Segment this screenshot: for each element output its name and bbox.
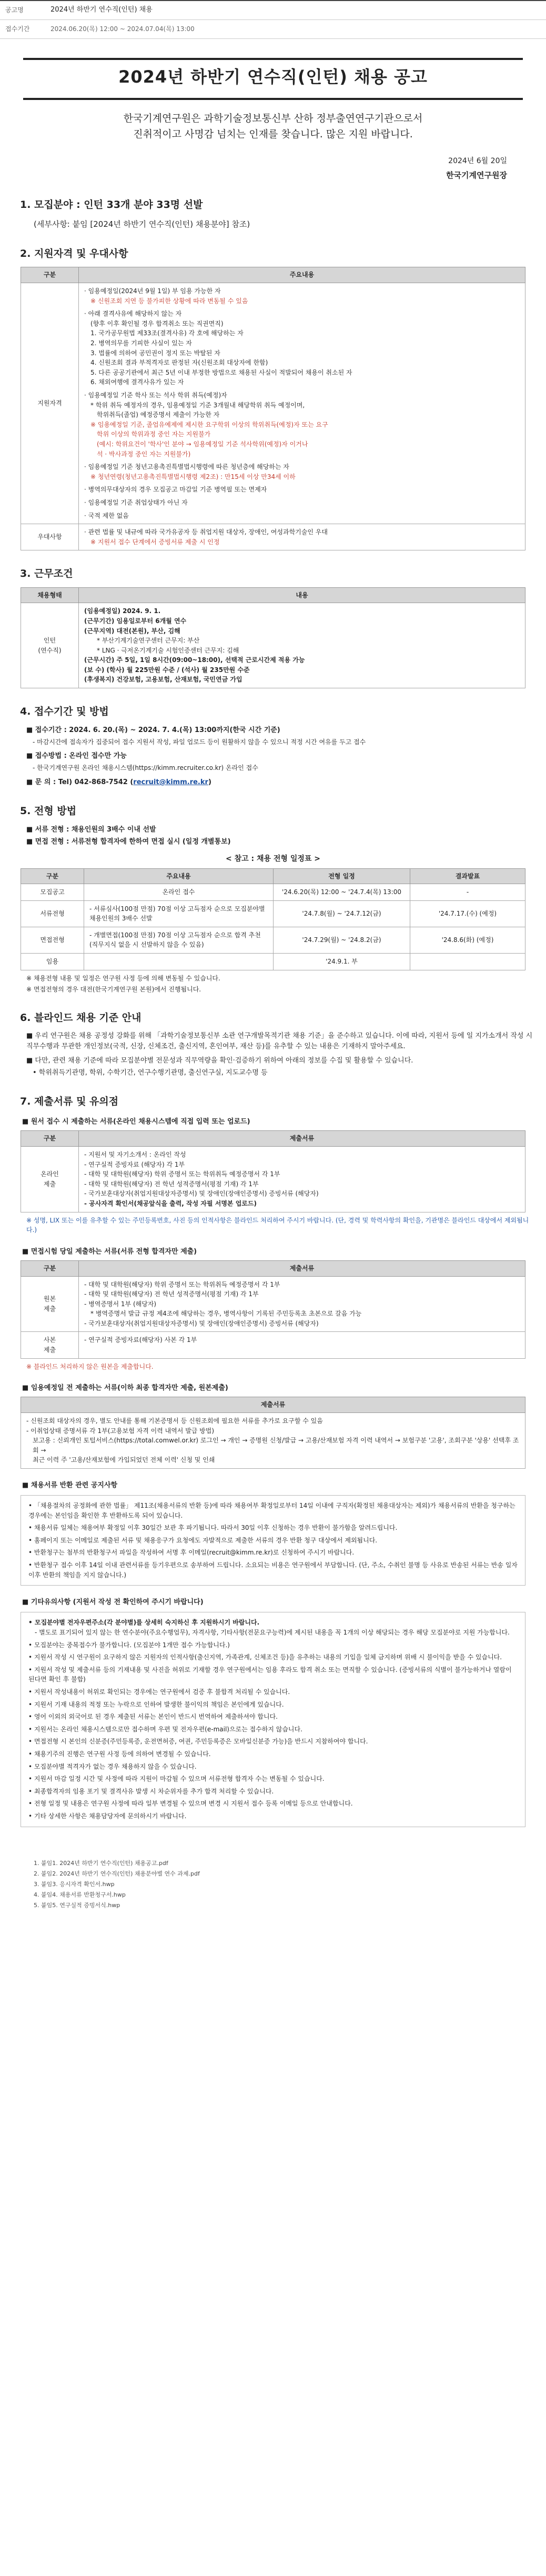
section-7-title: 7. 제출서류 및 유의점	[20, 1095, 119, 1107]
list-item: · 임용예정일 기준 청년고용촉진특별법시행령에 따른 청년층에 해당하는 자	[84, 463, 289, 471]
table-row	[21, 927, 525, 953]
schedule-date: '24.6.20(목) 12:00 ~ '24.7.4(목) 13:00	[274, 884, 410, 901]
contact-line: ■ 문 의 : Tel) 042-868-7542 (recruit@kimm.re.kr)	[26, 778, 211, 786]
list-item: - 대학 및 대학원(해당자) 전 학년 성적증명서(평점 기재) 각 1부	[84, 1180, 259, 1188]
list-item: (임용예정일) 2024. 9. 1.	[84, 607, 161, 615]
list-item: 석 · 박사과정 중인 자는 지원불가)	[97, 450, 191, 458]
section-5-title: 5. 전형 방법	[20, 805, 77, 817]
table-row	[21, 603, 525, 688]
list-item: - 지원서 및 자기소개서 : 온라인 작성	[84, 1151, 186, 1159]
list-item: · 임용예정일 기준 학사 또는 석사 학위 취득(예정)자	[84, 391, 227, 399]
list-item: ※ 청년연령(청년고용촉진특별법시행령 제2조) : 만15세 이상 만34세 이하	[90, 473, 296, 480]
list-item: 3. 법률에 의하여 공민권이 정지 또는 박탈된 자	[90, 349, 220, 357]
meta-label-subject: 공고명	[5, 6, 24, 14]
schedule-stage: 서류전형	[21, 900, 84, 927]
list-item: · 아래 결격사유에 해당하지 않는 자	[84, 310, 182, 318]
list-item: · 관련 법률 및 내규에 따라 국가유공자 등 취업지원 대상자, 장애인, 여성과학기술인 우대	[84, 528, 328, 536]
work-conditions-table	[21, 587, 525, 688]
list-item: • 「채용절차의 공정화에 관한 법률」 제11조(채용서류의 반환 등)에 따라 채용여부 확정일로부터 14일 이내에 구직자(확정된 채용대상자는 제외)가 채용서류의 반환을 청구하는 경우에는 본인임을 확인한 후 반환하도록 되어 있습니다.	[28, 1502, 515, 1519]
attachment-link[interactable]: 1. 붙임1. 2024년 하반기 연수직(인턴) 채용공고.pdf	[34, 1859, 168, 1867]
submission-subhead-4: ■ 채용서류 반환 관련 공지사항	[22, 1481, 118, 1489]
schedule-stage: 모집공고	[21, 884, 84, 901]
interview-copy-docs: - 연구실적 증빙자료(해당자) 사본 각 1부	[79, 1332, 525, 1358]
meta-label-period: 접수기간	[5, 25, 30, 33]
list-item: • 모집분야별 적격자가 없는 경우 채용하지 않을 수 있습니다.	[28, 1762, 197, 1770]
list-item: ※ 신원조회 지연 등 불가피한 상황에 따라 변동될 수 있음	[90, 297, 248, 305]
work-content	[79, 603, 525, 688]
qualification-table	[21, 267, 525, 550]
meta-value-period: 2024.06.20(목) 12:00 ~ 2024.07.04(목) 13:00	[50, 25, 195, 33]
list-item: 보고용 : 신뢰개인 토털서비스(https://total.comwel.or.kr) 로그인 → 개인 → 증명원 신청/발급 → 고용/산재보험 자격 이력 내역서 → 보험구분 '고용', 조회구분 '상용' 선택후 조회 →	[33, 1437, 519, 1454]
interview-row-label-line: 제출	[43, 1305, 56, 1312]
list-item: * 학위 취득 예정자의 경우, 임용예정일 기준 3개월내 해당학위 취득 예정이며,	[90, 401, 305, 409]
attachment-link[interactable]: 3. 붙임3. 응시자격 확인서.hwp	[34, 1880, 115, 1888]
meta-value-subject: 2024년 하반기 연수직(인턴) 채용	[50, 6, 153, 14]
list-item: • 지원서 작성내용이 허위로 확인되는 경우에는 연구원에서 검증 후 불합격 처리될 수 있습니다.	[28, 1688, 290, 1696]
list-item: • 전형 일정 및 내용은 연구원 사정에 따라 일부 변경될 수 있으며 변경 시 지원서 접수 등록 이메일 등으로 안내합니다.	[28, 1800, 353, 1808]
schedule-stage: 면접전형	[21, 927, 84, 953]
blind-hiring-info	[26, 1031, 533, 1078]
interview-docs-content	[79, 1276, 525, 1332]
list-item: · 임용예정일(2024년 9월 1일) 부 임용 가능한 자	[84, 287, 221, 295]
list-item: • 지원서 마감 일정 시간 및 사정에 따라 지원이 마감될 수 있으며 서류전형 합격자 수는 변동될 수 있습니다.	[28, 1775, 325, 1783]
list-item: • 학위취득기관명, 학위, 수학기간, 연구수행기관명, 출신연구실, 지도교수명 등	[33, 1068, 268, 1077]
schedule-content: - 서류심사(100점 만점) 70점 이상 고득점자 순으로 모집분야별 채용인원의 3배수 선발	[84, 900, 274, 927]
list-item: ※ 성명, LIX 또는 이를 유추할 수 있는 주민등록번호, 사진 등의 인적사항은 블라인드 처리하여 주시기 바랍니다. (단, 경력 및 학력사항의 확인을, 기관명은 블라인드 대상에서 제외됩니다.)	[26, 1216, 529, 1234]
list-item: ※ 면접전형의 경우 대전(한국기계연구원 본원)에서 진행됩니다.	[26, 986, 201, 994]
page-title: 2024년 하반기 연수직(인턴) 채용 공고	[23, 58, 523, 100]
list-item: - 대학 및 대학원(해당자) 전 학년 성적증명서(평점 기재) 각 1부	[84, 1290, 259, 1298]
list-item: - 연구실적 증빙자료 (해당자) 각 1부	[84, 1160, 185, 1168]
table-row	[21, 1276, 525, 1332]
table-row	[21, 954, 525, 970]
document-return-notice	[21, 1495, 525, 1586]
list-item: • 반환청구 접수 이후 14일 이내 관련서류를 등기우편으로 송부하여 드립니다. 소요되는 비용은 연구원에서 부담합니다. (단, 주소, 수취인 불명 등 사유로 반송된 서류는 반송 일자 이후 반환의 책임을 지지 않습니다.)	[28, 1561, 518, 1579]
schedule-stage: 임용	[21, 954, 84, 970]
other-notices	[21, 1612, 525, 1827]
list-item: 학위 이상의 학위과정 중인 자는 지원불가	[97, 430, 211, 438]
list-item: ※ 블라인드 처리하지 않은 원본을 제출합니다.	[26, 1362, 154, 1370]
schedule-head-result: 결과발표	[410, 868, 525, 884]
list-item: • 지원서 기재 내용의 적정 또는 누락으로 인하여 발생한 불이익의 책임은 본인에게 있습니다.	[28, 1700, 284, 1708]
work-row-label	[21, 603, 79, 688]
submission-subhead-3: ■ 임용예정일 전 제출하는 서류(이하 최종 합격자만 제출, 원본제출)	[22, 1384, 228, 1392]
contact-phone: ■ 문 의 : Tel) 042-868-7542	[26, 778, 128, 786]
intro-line: 진취적이고 사명감 넘치는 인재를 찾습니다. 많은 지원 바랍니다.	[133, 128, 413, 140]
list-item: • 채용기주의 진행은 연구원 사정 등에 의하여 변경될 수 있습니다.	[28, 1750, 211, 1758]
list-item: ■ 접수기간 : 2024. 6. 20.(목) ~ 2024. 7. 4.(목) 13:00까지(한국 시간 기준)	[26, 726, 280, 734]
intro-line: 한국기계연구원은 과학기술정보통신부 산하 정부출연연구기관으로서	[123, 112, 423, 124]
list-item: * 부산기계기술연구센터 근무지: 부산	[97, 637, 200, 645]
list-item: - 국가보훈대상자(취업지원대상자증명서) 및 장애인(장애인증명서) 증빙서류 (해당자)	[84, 1319, 319, 1327]
list-item: (근무기간) 임용일로부터 6개월 연수	[84, 617, 187, 625]
list-item: • 지원서는 온라인 채용시스템으로만 접수하며 우편 및 전자우편(e-mail)으로는 접수하지 않습니다.	[28, 1725, 302, 1733]
list-item: (근무시간) 주 5일, 1일 8시간(09:00~18:00), 선택적 근로시간제 적용 가능	[84, 656, 305, 664]
list-item: - 한국기계연구원 온라인 채용시스템(https://kimm.recruiter.co.kr) 온라인 접수	[33, 764, 258, 772]
qualification-row-label: 지원자격	[21, 283, 79, 524]
interview-documents-table	[21, 1260, 525, 1359]
list-item: (보 수) (학사) 월 225만원 수준 / (석사) 월 235만원 수준	[84, 666, 250, 674]
interview-row2-label-line: 사본	[43, 1336, 56, 1344]
section-6-title: 6. 블라인드 채용 기준 안내	[20, 1011, 141, 1024]
submission-subhead-1: ■ 원서 접수 시 제출하는 서류(온라인 채용시스템에 직접 입력 또는 업로드)	[22, 1118, 250, 1126]
list-item: ※ 지원서 접수 단계에서 증빙서류 제출 시 인정	[90, 538, 220, 546]
application-info	[26, 725, 533, 788]
list-item: ■ 면접 전형 : 서류전형 합격자에 한하여 면접 실시 (일정 개별통보)	[26, 837, 231, 846]
interview-row2-label-line: 제출	[43, 1346, 56, 1354]
schedule-date: '24.7.29(월) ~ '24.8.2(금)	[274, 927, 410, 953]
list-item: ■ 우리 연구원은 채용 공정성 강화를 위해 「과학기술정보통신부 소관 연구개발목적기관 채용 기준」을 준수하고 있습니다. 이에 따라, 지원서 등에 일 지가소개서 작성 시 직무수행과 무관한 개인정보(국적, 신장, 신체조건, 출신지역, 혼인여부, 재산 등)를 유추할 수 있는 내용은 기재하지 말아주세요.	[26, 1032, 533, 1051]
list-item: (예시: 학위요건이 '학사'인 분야 → 임용예정일 기준 석사학위(예정)자 이거나	[97, 440, 308, 448]
online-row-label-line: 온라인	[41, 1170, 59, 1178]
online-head-type: 구분	[21, 1131, 79, 1147]
schedule-head-date: 전형 일정	[274, 868, 410, 884]
online-docs-content	[79, 1147, 525, 1212]
interview-row2-label	[21, 1332, 79, 1358]
work-head-type: 채용형태	[21, 587, 79, 603]
list-item: • 홈페이지 또는 이메일로 제출된 서류 및 채용응구가 요청에도 자발적으로 제출한 서류의 경우 반환 청구 대상에서 제외됩니다.	[28, 1536, 378, 1544]
list-item: - 대학 및 대학원(해당자) 학위 증명서 또는 학위취득 예정증명서 각 1부	[84, 1170, 280, 1178]
meta-row-period	[0, 20, 546, 39]
list-item: - 공사자격 확인서(채공앞식을 출력, 작성 자필 서명본 업로드)	[84, 1200, 257, 1207]
meta-row-subject	[0, 1, 546, 20]
online-row-label-line: 제출	[43, 1180, 56, 1188]
list-item: • 채용서류 일체는 채용여부 확정일 이후 30일간 보관 후 파기됩니다. 따라서 30일 이후 신청하는 경우 반환이 불가함을 알려드립니다.	[28, 1524, 398, 1532]
final-docs-content	[21, 1413, 525, 1469]
section-1-title: 1. 모집분야 : 인턴 33개 분야 33명 선발	[20, 199, 203, 211]
section-1-note: (세부사항: 붙임 [2024년 하반기 연수직(인턴) 채용분야] 참조)	[34, 219, 250, 229]
schedule-content: 온라인 접수	[84, 884, 274, 901]
interview-row-label	[21, 1276, 79, 1332]
list-item: (근무지역) 대전(본원), 부산, 김해	[84, 627, 180, 635]
list-item: ■ 접수방법 : 온라인 접수만 가능	[26, 752, 127, 760]
notice-date: 2024년 6월 20일	[448, 157, 507, 166]
attachment-link[interactable]: 4. 붙임4. 채용서류 반환청구서.hwp	[34, 1891, 126, 1898]
interview-row-label-line: 원본	[43, 1295, 56, 1303]
schedule-date: '24.9.1. 부	[274, 954, 410, 970]
list-item: • 지원서 작성 및 제출서류 등의 기재내용 및 사진을 허위로 기재할 경우 연구원에서는 임용 후라도 합격 취소 또는 면직할 수 있습니다. (증빙서류의 식별이 불가능하거나 열람이 된다면 확인 후 불합)	[28, 1666, 512, 1683]
qualification-head-type: 구분	[21, 267, 79, 283]
list-item: ■ 서류 전형 : 채용인원의 3배수 이내 선발	[26, 825, 156, 834]
list-item: 2. 병역의무를 기피한 사실이 있는 자	[90, 339, 192, 347]
list-item: - 병역증명서 1부 (해당자)	[84, 1300, 157, 1308]
interview-head-type: 구분	[21, 1260, 79, 1276]
table-row	[21, 900, 525, 927]
contact-email-link[interactable]: recruit@kimm.re.kr	[133, 778, 208, 786]
list-item: 6. 채외여행에 결격사유가 있는 자	[90, 378, 184, 386]
schedule-result: -	[410, 884, 525, 901]
work-row-label-line: 인턴	[43, 637, 56, 645]
schedule-result: '24.8.6(화) (예정)	[410, 927, 525, 953]
section-3-title: 3. 근무조건	[20, 568, 73, 580]
preference-row-label: 우대사항	[21, 524, 79, 550]
online-row-label	[21, 1147, 79, 1212]
work-head-content: 내용	[79, 587, 525, 603]
list-item: (후생복지) 건강보험, 고용보험, 산재보험, 국민연금 가입	[84, 676, 242, 684]
submission-subhead-5: ■ 기타유의사항 (지원서 작성 전 확인하여 주시기 바랍니다)	[22, 1598, 204, 1607]
selection-info	[26, 825, 533, 847]
list-item: * LNG · 극저온기계기술 시험인증센터 근무지: 김해	[97, 646, 239, 654]
list-item: ■ 다만, 관련 채용 기준에 따라 모집분야별 전문성과 직무역량을 확인·검증하기 위하여 아래의 정보를 수집 및 활용할 수 있습니다.	[26, 1056, 413, 1065]
list-item: · 병역의무대상자의 경우 모집공고 마감일 기준 병역필 또는 면제자	[84, 486, 267, 494]
schedule-result: '24.7.17.(수) (예정)	[410, 900, 525, 927]
section-4-title: 4. 접수기간 및 방법	[20, 706, 109, 718]
schedule-head-content: 주요내용	[84, 868, 274, 884]
list-item: - 별도로 표기되어 있지 않는 한 연수분야(주요수행업무), 자격사항, 기타사항(전문요구능력)에 제시된 내용을 꼭 1개의 이상 해당되는 경우 해당 모집분야로 지원 가능합니다.	[35, 1629, 510, 1636]
interview-head-docs: 제출서류	[79, 1260, 525, 1276]
list-item: * 병역증명서 발급 규정 제4조에 해당하는 경우, 병역사항이 기록된 주민등록초 초본으로 갈음 가능	[90, 1310, 362, 1318]
interview-docs-note	[26, 1362, 533, 1372]
qualification-content	[79, 283, 525, 524]
schedule-notes	[26, 974, 533, 995]
qualification-head-content: 주요내용	[79, 267, 525, 283]
section-2-title: 2. 지원자격 및 우대사항	[20, 248, 128, 259]
table-row	[21, 1413, 525, 1469]
list-item: · 임용예정일 기준 취업상태가 아닌 자	[84, 498, 188, 506]
list-item: • 모집분야별 전자우편주소(각 분야별)를 상세히 숙지하신 후 지원하시기 바랍니다.	[28, 1619, 260, 1627]
attachment-link[interactable]: 5. 붙임5. 연구실적 증빙서식.hwp	[34, 1901, 120, 1909]
list-item: ※ 임용예정일 기준, 졸업유예제에 제시한 요구학위 이상의 학위취득(예정)자 또는 요구	[90, 420, 328, 428]
schedule-result	[410, 954, 525, 970]
online-documents-table	[21, 1130, 525, 1212]
list-item: • 반환청구는 첨부의 반환청구서 파일을 작성하여 서명 후 이메일(recruit@kimm.re.kr)로 신청하여 주시기 바랍니다.	[28, 1549, 355, 1557]
submission-subhead-2: ■ 면접시험 당일 제출하는 서류(서류 전형 합격자만 제출)	[22, 1247, 197, 1256]
notice-document	[13, 58, 533, 1910]
list-item: • 기타 상세한 사항은 채용담당자에 문의하시기 바랍니다.	[28, 1812, 187, 1820]
intro-text	[34, 111, 512, 143]
schedule-table	[21, 868, 525, 970]
online-head-docs: 제출서류	[79, 1131, 525, 1147]
list-item: ※ 채용전형 내용 및 일정은 연구원 사정 등에 의해 변동될 수 있습니다.	[26, 974, 220, 982]
schedule-caption: < 참고 : 채용 전형 일정표 >	[225, 854, 321, 863]
list-item: · 국적 제한 없음	[84, 512, 129, 519]
list-item: - 대학 및 대학원(해당자) 학위 증명서 또는 학위취득 예정증명서 각 1부	[84, 1280, 280, 1288]
preference-content	[79, 524, 525, 550]
schedule-content	[84, 954, 274, 970]
list-item: (향후 이후 확인될 경우 합격취소 또는 직권면직)	[90, 319, 224, 327]
attachment-link[interactable]: 2. 붙임2. 2024년 하반기 연수직(인턴) 채용분야별 연수 과제.pdf	[34, 1870, 200, 1877]
attachment-list	[34, 1859, 533, 1910]
schedule-date: '24.7.8(월) ~ '24.7.12(금)	[274, 900, 410, 927]
list-item: • 모집분야는 중복접수가 불가합니다. (모집분야 1개만 접수 가능합니다.)	[28, 1641, 230, 1649]
notice-meta-table	[0, 0, 546, 39]
final-documents-table	[21, 1397, 525, 1469]
table-row	[21, 524, 525, 550]
schedule-content: - 개별면접(100점 만점) 70점 이상 고득점자 순으로 합격 추천 (직무지식 없을 시 선발하지 않을 수 있음)	[84, 927, 274, 953]
list-item: • 지원서 작성 시 연구원이 요구하지 않은 지원자의 인적사항(출신지역, 가족관계, 신체조건 등)을 유추하는 내용의 기입을 일체 금지하며 위배 시 불이익을 받을 수 있습니다.	[28, 1653, 502, 1661]
online-docs-note	[26, 1216, 533, 1235]
schedule-head-stage: 구분	[21, 868, 84, 884]
final-head-docs: 제출서류	[21, 1397, 525, 1413]
list-item: - 이취업상태 증명서류 각 1부(고용보험 자격 이력 내역서 발급 방법)	[26, 1427, 215, 1435]
list-item: - 국가보훈대상자(취업지원대상자증명서) 및 장애인(장애인증명서) 증빙서류 (해당자)	[84, 1190, 319, 1198]
table-row	[21, 884, 525, 901]
list-item: • 최종합격자의 임용 포기 및 결격사유 발생 시 차순위자를 추가 합격 처리할 수 있습니다.	[28, 1787, 274, 1795]
work-row-label-line: (연수직)	[38, 646, 62, 654]
notice-signature: 한국기계연구원장	[446, 171, 507, 181]
list-item: 5. 다른 공공기관에서 최근 5년 이내 부정한 방법으로 채용된 사실이 적발되어 채용이 취소된 자	[90, 368, 352, 376]
list-item: 1. 국가공무원법 제33조(결격사유) 각 호에 해당하는 자	[90, 329, 244, 337]
list-item: 학위취득(졸업) 예정증명서 제출이 가능한 자	[97, 411, 220, 419]
list-item: • 영어 이외의 외국어로 된 경우 제출된 서류는 본인이 반드시 번역하여 제출하셔야 합니다.	[28, 1713, 278, 1721]
table-row	[21, 283, 525, 524]
table-row	[21, 1332, 525, 1358]
list-item: 최근 이력 주 '고용/산재보험에 가입되었던 전체 이력' 신청 및 인쇄	[33, 1456, 215, 1464]
list-item: • 면접전형 시 본인의 신분증(주민등록증, 운전면허증, 여권, 주민등록증은 모바일신분증 가능)을 반드시 지참하여야 합니다.	[28, 1738, 368, 1746]
table-row	[21, 1147, 525, 1212]
list-item: - 신원조회 대상자의 경우, 별도 안내를 통해 기본증명서 등 신원조회에 필요한 서류를 추가로 요구할 수 있음	[26, 1417, 323, 1425]
list-item: 4. 신원조회 결과 부적격자로 판정된 자(신원조회 대상자에 한함)	[90, 359, 268, 367]
list-item: - 마감시간에 접속자가 집중되어 접수 지원서 작성, 파일 업로드 등이 원활하지 않을 수 있으니 적정 시간 여유를 두고 접수	[33, 738, 366, 746]
